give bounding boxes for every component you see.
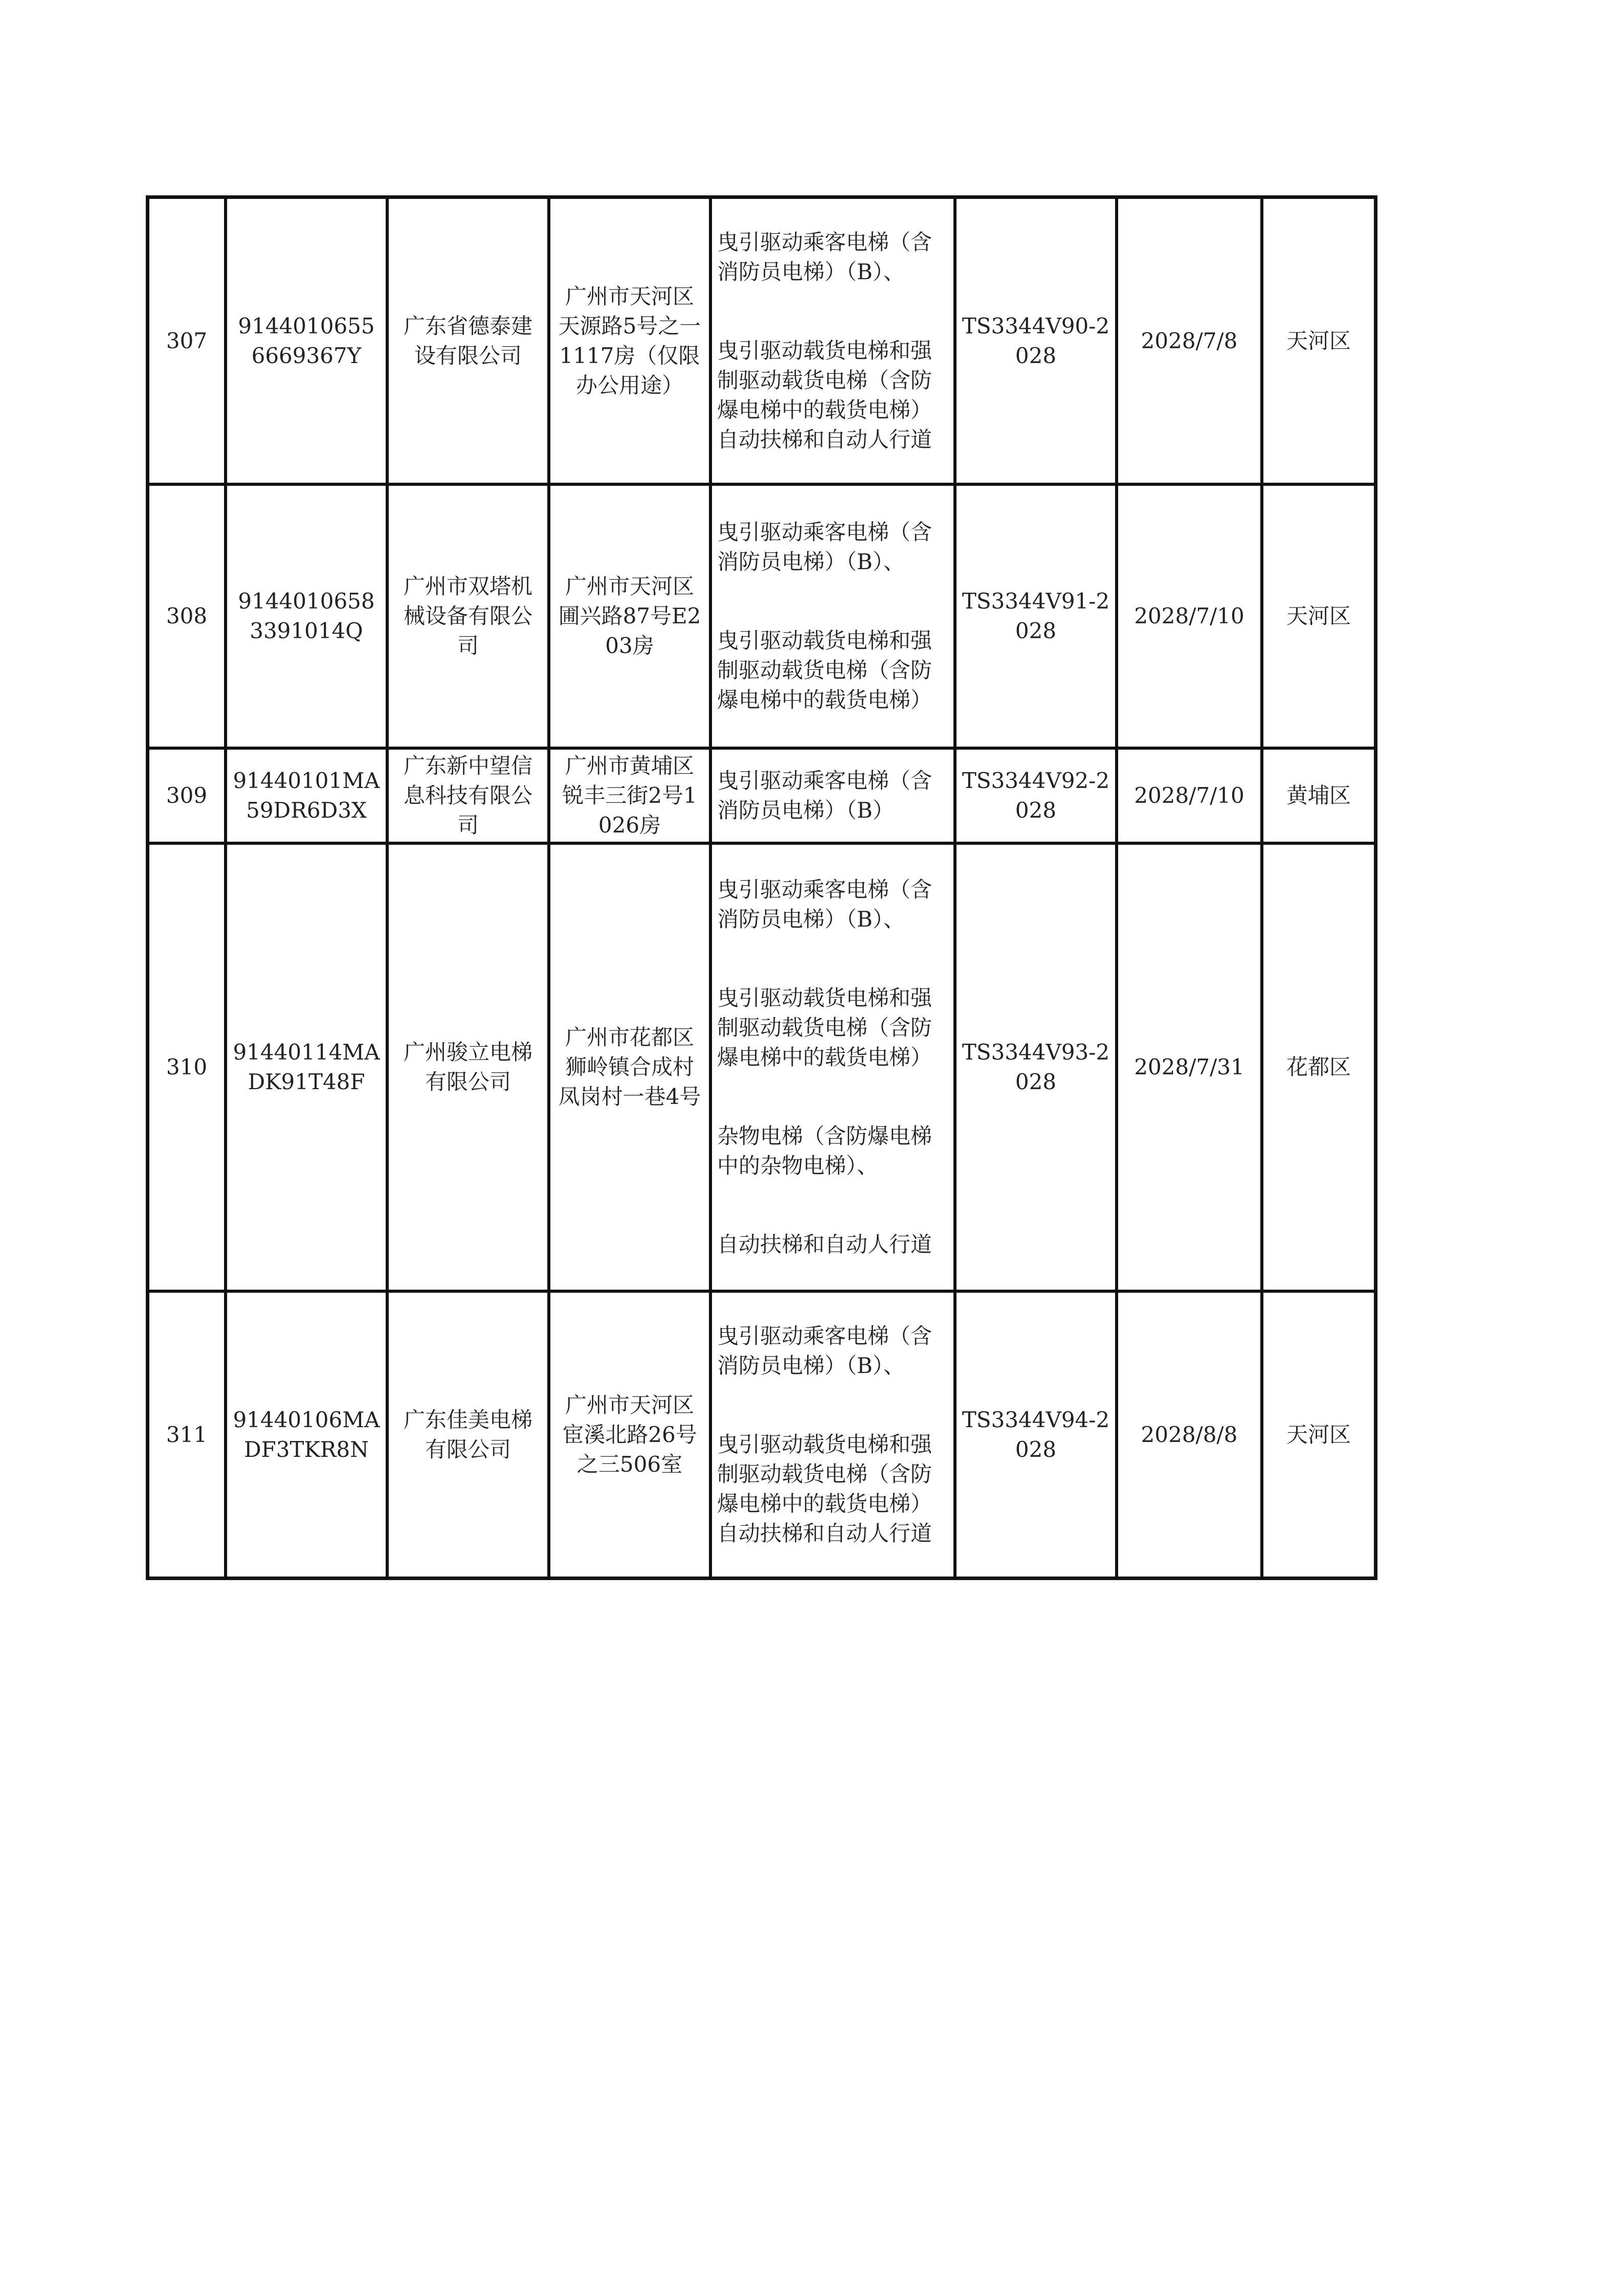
table-row: [148, 484, 1376, 748]
scope-item: 曳引驱动载货电梯和强制驱动载货电梯（含防爆电梯中的载货电梯）: [717, 985, 932, 1070]
table-row: [148, 1291, 1376, 1579]
scope-item: 曳引驱动乘客电梯（含消防员电梯）（B）、: [717, 520, 932, 574]
license-scope: [710, 484, 955, 748]
scope-item: 曳引驱动乘客电梯（含消防员电梯）（B）: [717, 768, 932, 823]
credit-code: 91440106556669367Y: [226, 197, 387, 485]
scope-item: 曳引驱动载货电梯和强制驱动载货电梯（含防爆电梯中的载货电梯）: [717, 1431, 932, 1516]
expiry-date: 2028/7/8: [1117, 197, 1262, 485]
scope-item: 杂物电梯（含防爆电梯中的杂物电梯）、: [717, 1123, 932, 1178]
credit-code: 91440114MADK91T48F: [226, 843, 387, 1291]
license-scope: [710, 197, 955, 485]
expiry-date: 2028/7/10: [1117, 748, 1262, 843]
expiry-date: 2028/8/8: [1117, 1291, 1262, 1579]
company-address: 广州市天河区宦溪北路26号之三506室: [549, 1291, 710, 1579]
company-name: 广东省德泰建设有限公司: [387, 197, 549, 485]
license-number: TS3344V92-2028: [955, 748, 1117, 843]
company-address: 广州市花都区狮岭镇合成村凤岗村一巷4号: [549, 843, 710, 1291]
company-address: 广州市天河区圃兴路87号E203房: [549, 484, 710, 748]
table-row: [148, 843, 1376, 1291]
company-address: 广州市黄埔区锐丰三街2号1026房: [549, 748, 710, 843]
row-number: 307: [148, 197, 226, 485]
company-name: 广州骏立电梯有限公司: [387, 843, 549, 1291]
district: 天河区: [1262, 484, 1376, 748]
company-name: 广州市双塔机械设备有限公司: [387, 484, 549, 748]
expiry-date: 2028/7/31: [1117, 843, 1262, 1291]
credit-code: 91440106MADF3TKR8N: [226, 1291, 387, 1579]
scope-item: 自动扶梯和自动人行道: [717, 1232, 932, 1257]
license-number: TS3344V90-2028: [955, 197, 1117, 485]
company-name: 广东佳美电梯有限公司: [387, 1291, 549, 1579]
credit-code: 91440106583391014Q: [226, 484, 387, 748]
scope-item: 曳引驱动载货电梯和强制驱动载货电梯（含防爆电梯中的载货电梯）: [717, 337, 932, 422]
license-scope: [710, 1291, 955, 1579]
table-row: [148, 748, 1376, 843]
scope-item: 曳引驱动乘客电梯（含消防员电梯）（B）、: [717, 1323, 932, 1378]
company-address: 广州市天河区天源路5号之一1117房（仅限办公用途）: [549, 197, 710, 485]
district: 天河区: [1262, 1291, 1376, 1579]
license-number: TS3344V94-2028: [955, 1291, 1117, 1579]
credit-code: 91440101MA59DR6D3X: [226, 748, 387, 843]
scope-item: 自动扶梯和自动人行道: [717, 426, 932, 452]
scope-item: 曳引驱动乘客电梯（含消防员电梯）（B）、: [717, 229, 932, 284]
license-number: TS3344V93-2028: [955, 843, 1117, 1291]
district: 天河区: [1262, 197, 1376, 485]
license-number: TS3344V91-2028: [955, 484, 1117, 748]
license-table: [146, 195, 1377, 1580]
row-number: 310: [148, 843, 226, 1291]
district: 花都区: [1262, 843, 1376, 1291]
license-scope: [710, 843, 955, 1291]
scope-item: 曳引驱动载货电梯和强制驱动载货电梯（含防爆电梯中的载货电梯）: [717, 628, 932, 712]
license-scope: [710, 748, 955, 843]
company-name: 广东新中望信息科技有限公司: [387, 748, 549, 843]
row-number: 311: [148, 1291, 226, 1579]
row-number: 309: [148, 748, 226, 843]
expiry-date: 2028/7/10: [1117, 484, 1262, 748]
district: 黄埔区: [1262, 748, 1376, 843]
row-number: 308: [148, 484, 226, 748]
scope-item: 自动扶梯和自动人行道: [717, 1520, 932, 1546]
table-row: [148, 197, 1376, 485]
scope-item: 曳引驱动乘客电梯（含消防员电梯）（B）、: [717, 877, 932, 932]
